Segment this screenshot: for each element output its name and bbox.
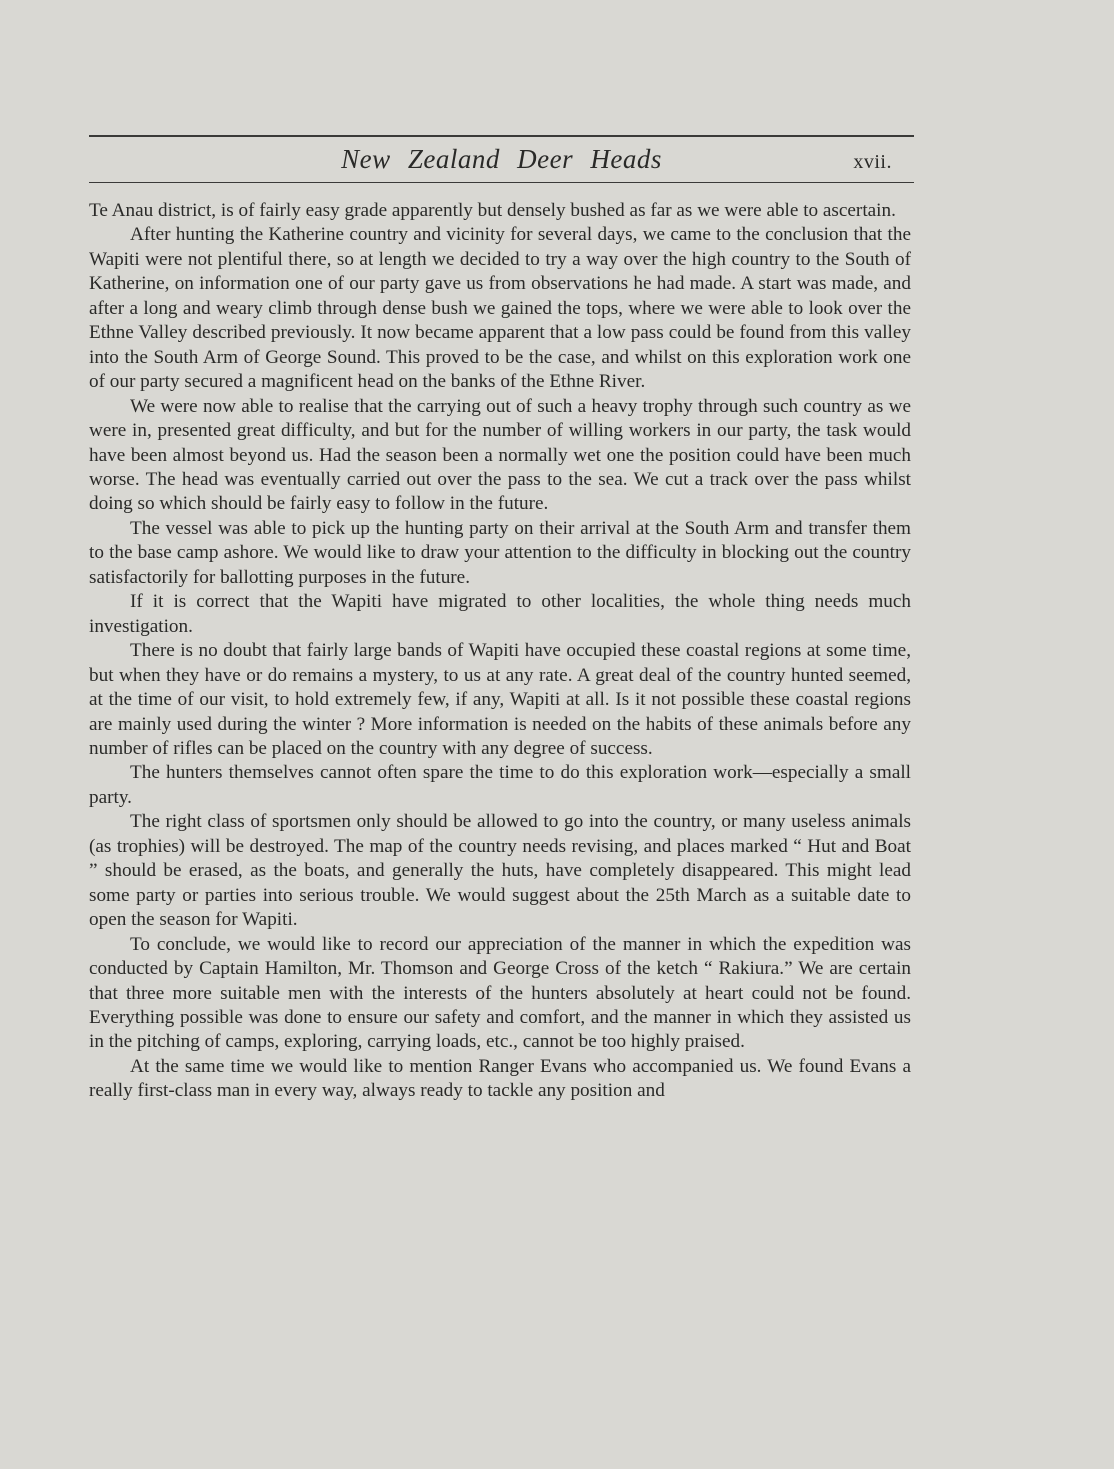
paragraph: The hunters themselves cannot often spare the time to do this exploration work—especially a small party. [89, 762, 911, 808]
paragraph: The right class of sportsmen only should be allowed to go into the country, or many useless animals (as trophies) will be destroyed. The map of the country needs revising, and places marked “ Hut and Boat ” should be erased, as the boats, and generally the huts, have completely disappeared. This might lead some party or parties into serious trouble. We would suggest about the 25th March as a suitable date to open the season for Wapiti. [89, 811, 911, 931]
paragraph-continued: Te Anau district, is of fairly easy grade apparently but densely bushed as far as we were able to ascertain. [89, 200, 896, 221]
body-text [89, 199, 911, 1104]
header-top-rule [89, 135, 914, 137]
page-number: xvii. [853, 151, 892, 173]
running-header-title: New Zealand Deer Heads [341, 144, 662, 174]
paragraph: If it is correct that the Wapiti have migrated to other localities, the whole thing needs much investigation. [89, 591, 911, 637]
paragraph: There is no doubt that fairly large bands of Wapiti have occupied these coastal regions at some time, but when they have or do remains a mystery, to us at any rate. A great deal of the country hunted seemed, at the time of our visit, to hold extremely few, if any, Wapiti at all. Is it not possible these coastal regions are mainly used during the winter ? More information is needed on the habits of these animals before any number of rifles can be placed on the country with any degree of success. [89, 640, 911, 759]
paragraph: At the same time we would like to mention Ranger Evans who accompanied us. We found Evans a really first-class man in every way, always ready to tackle any position and [89, 1055, 911, 1102]
paragraph: We were now able to realise that the carrying out of such a heavy trophy through such country as we were in, presented great difficulty, and but for the number of willing workers in our party, the task would have been almost beyond us. Had the season been a normally wet one the position could have been much worse. The head was eventually carried out over the pass to the sea. We cut a track over the pass whilst doing so which should be fairly easy to follow in the future. [89, 395, 911, 515]
header-bottom-rule [89, 182, 914, 183]
paragraph: After hunting the Katherine country and vicinity for several days, we came to the conclusion that the Wapiti were not plentiful there, so at length we decided to try a way over the high country to the South of Katherine, on information one of our party gave us from observations he had made. A start was made, and after a long and weary climb through dense bush we gained the tops, where we were able to look over the Ethne Valley described previously. It now became apparent that a low pass could be found from this valley into the South Arm of George Sound. This proved to be the case, and whilst on this exploration work one of our party secured a magnificent head on the banks of the Ethne River. [89, 224, 911, 393]
paragraph: The vessel was able to pick up the hunting party on their arrival at the South Arm and transfer them to the base camp ashore. We would like to draw your attention to the difficulty in blocking out the country satisfactorily for ballotting purposes in the future. [89, 517, 911, 588]
paragraph: To conclude, we would like to record our appreciation of the manner in which the expedition was conducted by Captain Hamilton, Mr. Thomson and George Cross of the ketch “ Rakiura.” We are certain that three more suitable men with the interests of the hunters absolutely at heart could not be found. Everything possible was done to ensure our safety and comfort, and the manner in which they assisted us in the pitching of camps, exploring, carrying loads, etc., cannot be too highly praised. [89, 933, 911, 1053]
